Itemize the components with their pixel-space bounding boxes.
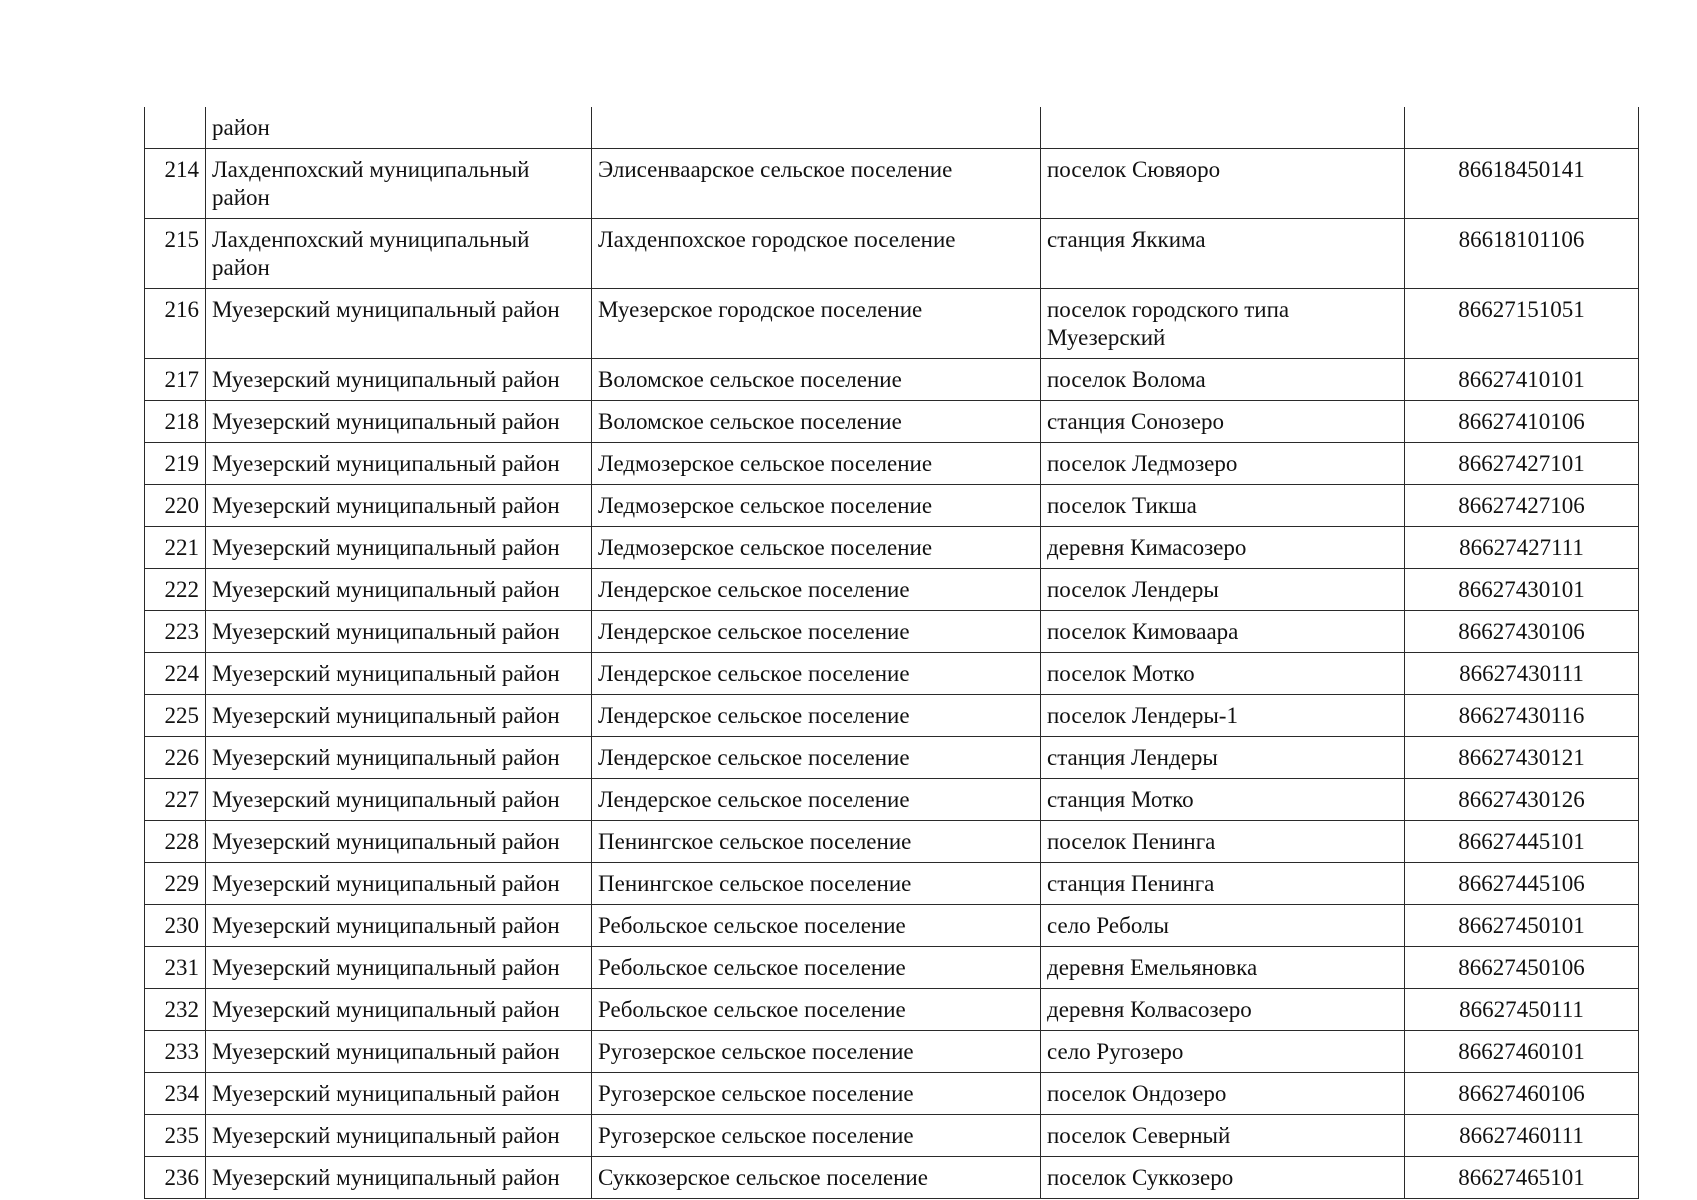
- locality-cell: [1041, 107, 1405, 149]
- district-cell: Муезерский муниципальный район: [206, 1157, 592, 1199]
- row-number-cell: 218: [145, 401, 206, 443]
- row-number-cell: 220: [145, 485, 206, 527]
- district-cell: Муезерский муниципальный район: [206, 989, 592, 1031]
- settlement-cell: Пенингское сельское поселение: [592, 821, 1041, 863]
- settlement-cell: Ругозерское сельское поселение: [592, 1031, 1041, 1073]
- locality-cell: станция Сонозеро: [1041, 401, 1405, 443]
- oktmo-code-cell: 86627151051: [1405, 289, 1639, 359]
- settlement-cell: Воломское сельское поселение: [592, 401, 1041, 443]
- row-number-cell: 217: [145, 359, 206, 401]
- oktmo-code-cell: 86627450106: [1405, 947, 1639, 989]
- oktmo-code-cell: 86627430101: [1405, 569, 1639, 611]
- table-row: [145, 1157, 1639, 1199]
- table-row: [145, 989, 1639, 1031]
- locality-cell: станция Пенинга: [1041, 863, 1405, 905]
- locality-cell: деревня Емельяновка: [1041, 947, 1405, 989]
- district-cell: Муезерский муниципальный район: [206, 695, 592, 737]
- table-row: [145, 149, 1639, 219]
- oktmo-code-cell: 86627427106: [1405, 485, 1639, 527]
- district-cell: Муезерский муниципальный район: [206, 905, 592, 947]
- locality-cell: село Ругозеро: [1041, 1031, 1405, 1073]
- district-cell: Муезерский муниципальный район: [206, 401, 592, 443]
- oktmo-code-cell: 86627430106: [1405, 611, 1639, 653]
- district-cell: Муезерский муниципальный район: [206, 1115, 592, 1157]
- oktmo-code-cell: [1405, 107, 1639, 149]
- table-row: [145, 905, 1639, 947]
- locality-cell: поселок Волома: [1041, 359, 1405, 401]
- settlement-cell: Лендерское сельское поселение: [592, 569, 1041, 611]
- table-row: [145, 443, 1639, 485]
- settlement-cell: [592, 107, 1041, 149]
- locality-cell: поселок Ледмозеро: [1041, 443, 1405, 485]
- settlement-cell: Лахденпохское городское поселение: [592, 219, 1041, 289]
- settlement-cell: Муезерское городское поселение: [592, 289, 1041, 359]
- row-number-cell: 228: [145, 821, 206, 863]
- district-cell: Муезерский муниципальный район: [206, 443, 592, 485]
- settlement-cell: Воломское сельское поселение: [592, 359, 1041, 401]
- table-row: [145, 569, 1639, 611]
- row-number-cell: 225: [145, 695, 206, 737]
- table-row: [145, 821, 1639, 863]
- row-number-cell: 222: [145, 569, 206, 611]
- row-number-cell: 234: [145, 1073, 206, 1115]
- district-cell: Лахденпохский муниципальный район: [206, 149, 592, 219]
- settlement-cell: Лендерское сельское поселение: [592, 611, 1041, 653]
- table-row: [145, 527, 1639, 569]
- district-cell: Муезерский муниципальный район: [206, 359, 592, 401]
- row-number-cell: [145, 107, 206, 149]
- table-row: [145, 695, 1639, 737]
- district-cell: Муезерский муниципальный район: [206, 737, 592, 779]
- locality-cell: поселок Кимоваара: [1041, 611, 1405, 653]
- row-number-cell: 229: [145, 863, 206, 905]
- district-cell: Муезерский муниципальный район: [206, 947, 592, 989]
- settlement-cell: Лендерское сельское поселение: [592, 737, 1041, 779]
- district-cell: Муезерский муниципальный район: [206, 611, 592, 653]
- oktmo-code-cell: 86627427101: [1405, 443, 1639, 485]
- oktmo-code-cell: 86627445106: [1405, 863, 1639, 905]
- district-cell: Муезерский муниципальный район: [206, 527, 592, 569]
- settlement-cell: Ребольское сельское поселение: [592, 905, 1041, 947]
- table-row: [145, 737, 1639, 779]
- district-cell: Муезерский муниципальный район: [206, 821, 592, 863]
- table-row: [145, 289, 1639, 359]
- oktmo-code-cell: 86627410106: [1405, 401, 1639, 443]
- locality-cell: станция Лендеры: [1041, 737, 1405, 779]
- table-row: [145, 1073, 1639, 1115]
- locality-cell: село Реболы: [1041, 905, 1405, 947]
- district-cell: Муезерский муниципальный район: [206, 485, 592, 527]
- row-number-cell: 236: [145, 1157, 206, 1199]
- locality-cell: поселок городского типа Муезерский: [1041, 289, 1405, 359]
- settlements-table: [144, 107, 1639, 1199]
- oktmo-code-cell: 86627460111: [1405, 1115, 1639, 1157]
- district-cell: район: [206, 107, 592, 149]
- settlement-cell: Лендерское сельское поселение: [592, 653, 1041, 695]
- row-number-cell: 226: [145, 737, 206, 779]
- row-number-cell: 235: [145, 1115, 206, 1157]
- settlement-cell: Ругозерское сельское поселение: [592, 1115, 1041, 1157]
- locality-cell: поселок Лендеры-1: [1041, 695, 1405, 737]
- oktmo-code-cell: 86627460106: [1405, 1073, 1639, 1115]
- locality-cell: поселок Пенинга: [1041, 821, 1405, 863]
- locality-cell: поселок Сювяоро: [1041, 149, 1405, 219]
- settlement-cell: Ледмозерское сельское поселение: [592, 443, 1041, 485]
- oktmo-code-cell: 86627430116: [1405, 695, 1639, 737]
- settlement-cell: Лендерское сельское поселение: [592, 695, 1041, 737]
- locality-cell: поселок Тикша: [1041, 485, 1405, 527]
- row-number-cell: 227: [145, 779, 206, 821]
- oktmo-code-cell: 86618450141: [1405, 149, 1639, 219]
- district-cell: Муезерский муниципальный район: [206, 863, 592, 905]
- settlement-cell: Ругозерское сельское поселение: [592, 1073, 1041, 1115]
- row-number-cell: 215: [145, 219, 206, 289]
- settlement-cell: Ребольское сельское поселение: [592, 989, 1041, 1031]
- table-row: [145, 1115, 1639, 1157]
- table-row: [145, 611, 1639, 653]
- oktmo-code-cell: 86618101106: [1405, 219, 1639, 289]
- district-cell: Лахденпохский муниципальный район: [206, 219, 592, 289]
- locality-cell: поселок Северный: [1041, 1115, 1405, 1157]
- settlement-cell: Ребольское сельское поселение: [592, 947, 1041, 989]
- oktmo-code-cell: 86627460101: [1405, 1031, 1639, 1073]
- row-number-cell: 231: [145, 947, 206, 989]
- row-number-cell: 224: [145, 653, 206, 695]
- oktmo-code-cell: 86627445101: [1405, 821, 1639, 863]
- district-cell: Муезерский муниципальный район: [206, 289, 592, 359]
- settlement-cell: Суккозерское сельское поселение: [592, 1157, 1041, 1199]
- locality-cell: поселок Лендеры: [1041, 569, 1405, 611]
- settlement-cell: Ледмозерское сельское поселение: [592, 485, 1041, 527]
- district-cell: Муезерский муниципальный район: [206, 1031, 592, 1073]
- district-cell: Муезерский муниципальный район: [206, 779, 592, 821]
- locality-cell: поселок Ондозеро: [1041, 1073, 1405, 1115]
- locality-cell: станция Мотко: [1041, 779, 1405, 821]
- oktmo-code-cell: 86627430121: [1405, 737, 1639, 779]
- settlement-cell: Ледмозерское сельское поселение: [592, 527, 1041, 569]
- locality-cell: деревня Кимасозеро: [1041, 527, 1405, 569]
- district-cell: Муезерский муниципальный район: [206, 569, 592, 611]
- table-row: [145, 485, 1639, 527]
- locality-cell: поселок Мотко: [1041, 653, 1405, 695]
- settlement-cell: Лендерское сельское поселение: [592, 779, 1041, 821]
- table-row: [145, 947, 1639, 989]
- settlement-cell: Элисенваарское сельское поселение: [592, 149, 1041, 219]
- row-number-cell: 223: [145, 611, 206, 653]
- table-row: [145, 863, 1639, 905]
- table-row: [145, 219, 1639, 289]
- table-row: [145, 779, 1639, 821]
- locality-cell: деревня Колвасозеро: [1041, 989, 1405, 1031]
- oktmo-code-cell: 86627450101: [1405, 905, 1639, 947]
- row-number-cell: 221: [145, 527, 206, 569]
- row-number-cell: 233: [145, 1031, 206, 1073]
- row-number-cell: 214: [145, 149, 206, 219]
- district-cell: Муезерский муниципальный район: [206, 1073, 592, 1115]
- row-number-cell: 216: [145, 289, 206, 359]
- table-row: [145, 653, 1639, 695]
- settlement-cell: Пенингское сельское поселение: [592, 863, 1041, 905]
- table-body: [145, 107, 1639, 1199]
- table-row: [145, 401, 1639, 443]
- table-row: [145, 359, 1639, 401]
- row-number-cell: 219: [145, 443, 206, 485]
- oktmo-code-cell: 86627465101: [1405, 1157, 1639, 1199]
- row-number-cell: 230: [145, 905, 206, 947]
- oktmo-code-cell: 86627450111: [1405, 989, 1639, 1031]
- oktmo-code-cell: 86627427111: [1405, 527, 1639, 569]
- district-cell: Муезерский муниципальный район: [206, 653, 592, 695]
- locality-cell: поселок Суккозеро: [1041, 1157, 1405, 1199]
- oktmo-code-cell: 86627410101: [1405, 359, 1639, 401]
- locality-cell: станция Яккима: [1041, 219, 1405, 289]
- table-row-continuation: [145, 107, 1639, 149]
- table-row: [145, 1031, 1639, 1073]
- oktmo-code-cell: 86627430126: [1405, 779, 1639, 821]
- oktmo-code-cell: 86627430111: [1405, 653, 1639, 695]
- row-number-cell: 232: [145, 989, 206, 1031]
